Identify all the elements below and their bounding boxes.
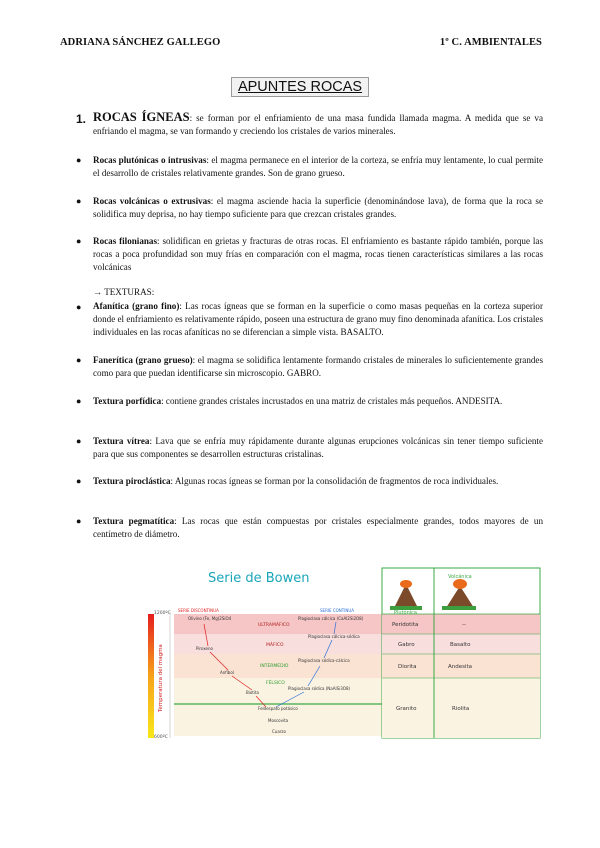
mineral-label: Plagioclasa sódica (NaAlSi3O8) — [288, 686, 351, 691]
texture-term: Afanítica (grano fino) — [93, 301, 180, 311]
rock-name: Diorita — [398, 664, 417, 670]
mineral-label: Feldespato potásico — [258, 706, 298, 711]
texture-text: : Las rocas que están compuestas por cristales especialmente grandes, todos mayores de un centímetro de diámetro. — [93, 516, 543, 539]
zone-label: MÁFICO — [266, 643, 284, 648]
bullet-icon: ● — [76, 155, 82, 165]
texture-text: : Algunas rocas ígneas se forman por la consolidación de fragmentos de roca individuales. — [170, 476, 499, 486]
texture-porfidica — [93, 395, 543, 408]
rock-name: Peridotita — [392, 622, 419, 628]
temperature-bar — [148, 614, 154, 738]
bullet-plutonicas — [93, 154, 543, 180]
column-header-plutonica: Plutónica — [394, 610, 417, 616]
bullet-term: Rocas volcánicas o extrusivas — [93, 196, 211, 206]
bullet-icon: ● — [76, 196, 82, 206]
texture-faneritica — [93, 354, 543, 380]
temperature-axis-label: Temperatura del magma — [158, 644, 164, 712]
texture-afanitica — [93, 300, 543, 339]
texturas-heading: → TEXTURAS: — [93, 287, 155, 297]
rock-name: Andesita — [448, 664, 473, 670]
texture-term: Textura porfídica — [93, 396, 162, 406]
texture-term: Textura vítrea — [93, 436, 150, 446]
mineral-label: Cuarzo — [272, 729, 286, 734]
texture-vitrea — [93, 435, 543, 461]
zone-label: FÉLSICO — [266, 681, 285, 686]
texture-text: : Lava que se enfría muy rápidamente durante algunas erupciones volcánicas sin tener tiempo suficiente para que sus componentes se desarrollen estructuras cristalinas. — [93, 436, 543, 459]
bowen-series-diagram — [148, 562, 542, 740]
bullet-text: : solidifican en grietas y fracturas de otras rocas. El enfriamiento es bastante rápido también, porque las rocas a poca profundidad son muy frías en comparación con el magma, rocas tienen características similares a las rocas volcánicas — [93, 236, 543, 272]
zone-label: INTERMEDIO — [260, 664, 289, 669]
mineral-label: Piroxeno — [196, 646, 214, 651]
texture-piroclastica — [93, 475, 543, 488]
texture-text: : el magma se solidifica lentamente formando cristales de minerales lo suficientemente grandes como para que puedan identificarse sin microscopio. GABRO. — [93, 355, 543, 378]
author-name: ADRIANA SÁNCHEZ GALLEGO — [60, 37, 221, 48]
course-name: 1º C. AMBIENTALES — [439, 37, 542, 48]
page-title-wrap — [0, 78, 600, 96]
diagram-title: Serie de Bowen — [208, 571, 310, 586]
bullet-icon: ● — [76, 355, 82, 365]
texture-pegmatitica — [93, 515, 543, 541]
texture-term: Fanerítica (grano grueso) — [93, 355, 193, 365]
bullet-text: : el magma asciende hacia la superficie (denominándose lava), de forma que la roca se solidifica muy deprisa, no hay tiempo suficiente para que crezcan cristales grandes. — [93, 196, 543, 219]
bullet-icon: ● — [76, 236, 82, 246]
rock-name: Granito — [396, 706, 417, 712]
temperature-bottom: 600ºC — [154, 735, 168, 740]
label-serie-discontinua: SERIE DISCONTINUA — [178, 608, 219, 613]
bullet-icon: ● — [76, 302, 82, 312]
mineral-label: Plagioclasa sódica-cálcica — [298, 658, 350, 663]
label-serie-continua: SERIE CONTINUA — [320, 608, 355, 613]
texture-text: : contiene grandes cristales incrustados en una matriz de cristales más pequeños. ANDESITA. — [161, 396, 503, 406]
mineral-label: Moscovita — [268, 718, 289, 723]
bullet-filonianas — [93, 235, 543, 274]
mineral-label: Plagioclasa cálcica-sódica — [308, 634, 360, 639]
temperature-top: 1200ºC — [154, 611, 171, 616]
section-igneas — [93, 111, 543, 138]
bullet-icon: ● — [76, 476, 82, 486]
bullet-text: : el magma permanece en el interior de la corteza, se enfría muy lentamente, lo cual permite el desarrollo de cristales relativamente grandes. Son de grano grueso. — [93, 155, 543, 178]
bullet-term: Rocas filonianas — [93, 236, 158, 246]
bullet-volcanicas — [93, 195, 543, 221]
rock-name: Riolita — [452, 706, 470, 712]
bullet-icon: ● — [76, 436, 82, 446]
bullet-term: Rocas plutónicas o intrusivas — [93, 155, 207, 165]
mineral-label: Biotita — [246, 690, 260, 695]
bullet-icon: ● — [76, 396, 82, 406]
column-header-volcanica: Volcánica — [448, 574, 472, 580]
texture-term: Textura piroclástica — [93, 476, 171, 486]
texture-text: : Las rocas ígneas que se forman en la superficie o como masas pequeñas en la corteza superior donde el enfriamiento es relativamente rápido, poseen una estructura de grano muy fino denominada afanítica. Los cristales individuales en las rocas afaníticas no se diferencian a simple vista. BASALTO. — [93, 301, 543, 337]
page-title: APUNTES ROCAS — [231, 77, 369, 97]
rock-name: Basalto — [450, 642, 471, 648]
rock-name: Gabro — [398, 642, 415, 648]
mineral-label: Anfíbol — [220, 670, 234, 675]
bullet-icon: ● — [76, 516, 82, 526]
rock-name: -- — [462, 622, 466, 628]
mineral-label: Olivino (Fe, Mg)2SiO4 — [188, 616, 232, 621]
texture-term: Textura pegmatítica — [93, 516, 175, 526]
section-heading: ROCAS ÍGNEAS — [93, 110, 190, 124]
section-number: 1. — [76, 112, 87, 126]
section-text: : se forman por el enfriamiento de una masa fundida llamada magma. A medida que se va enfriando el magma, se van formando y creciendo los cristales de varios minerales. — [93, 113, 543, 136]
zone-label: ULTRAMÁFICO — [258, 623, 290, 628]
mineral-label: Plagioclasa cálcica (CaAl2Si2O8) — [298, 616, 364, 621]
